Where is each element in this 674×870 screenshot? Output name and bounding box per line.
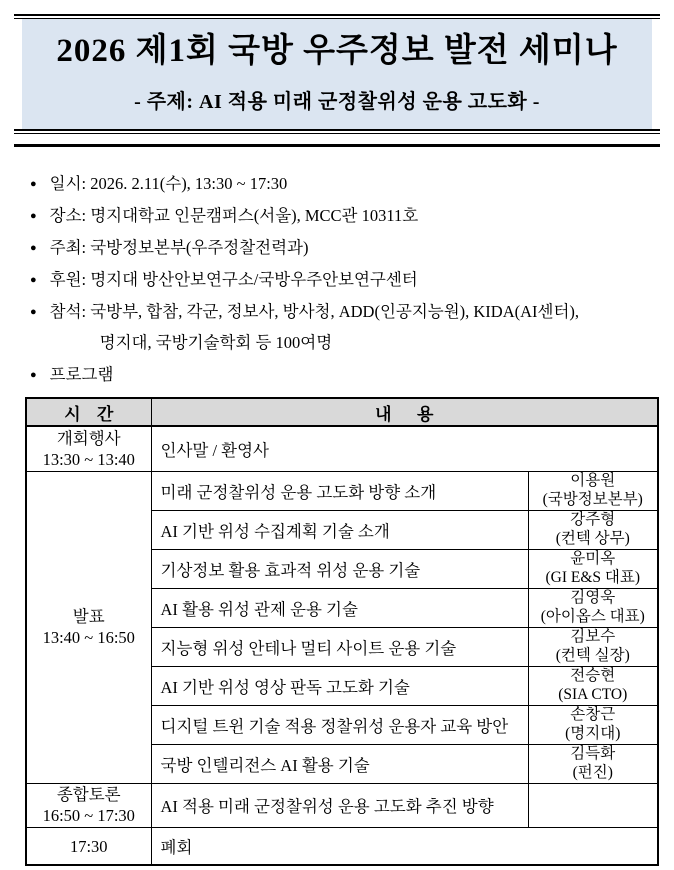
opening-time-cell (26, 426, 151, 471)
separator-rule (14, 144, 660, 147)
discussion-title: 종합토론 (56, 785, 121, 805)
topic-cell: 디지털 트윈 기술 적용 정찰위성 운용자 교육 방안 (151, 705, 528, 744)
topic-cell: 기상정보 활용 효과적 위성 운용 기술 (151, 549, 528, 588)
info-item-program-text: 프로그램 (49, 365, 114, 385)
info-item-attendees-text (50, 302, 660, 353)
attendees-line2: 명지대, 국방기술학회 등 100여명 (99, 333, 333, 353)
info-item-sponsor-text: 후원: 명지대 방산안보연구소/국방우주안보연구센터 (49, 269, 418, 289)
presentation-time-cell (26, 471, 151, 783)
opening-title: 개회행사 (56, 428, 121, 448)
info-item-host-text: 주최: 국방정보본부(우주정찰전력과) (49, 237, 309, 257)
speaker-cell (528, 627, 658, 666)
attendees-line1: 참석: 국방부, 합참, 각군, 정보사, 방사청, ADD(인공지능원), KIDA(AI센터), (49, 302, 580, 322)
info-item-attendees (30, 302, 660, 353)
discussion-content-cell: AI 적용 미래 군정찰위성 운용 고도화 추진 방향 (151, 783, 528, 827)
table-header-row (26, 398, 658, 426)
speaker-name: 윤미옥 (570, 550, 616, 568)
bullet-icon: ● (30, 369, 37, 382)
seminar-subtitle: - 주제: AI 적용 미래 군정찰위성 운용 고도화 - (134, 90, 540, 113)
topic-cell: 국방 인텔리전스 AI 활용 기술 (151, 744, 528, 783)
info-item-sponsor (30, 270, 660, 290)
speaker-org: (컨텍 실장) (555, 646, 630, 664)
info-list (30, 174, 660, 386)
seminar-title: 2026 제1회 국방 우주정보 발전 세미나 (56, 33, 618, 69)
speaker-org: (SIA CTO) (558, 685, 628, 703)
speaker-org: (펀진) (572, 763, 613, 781)
table-row-discussion (26, 783, 658, 827)
bullet-icon: ● (30, 177, 37, 190)
table-row-closing (26, 827, 658, 865)
speaker-org: (아이옵스 대표) (540, 607, 645, 625)
opening-range: 13:30 ~ 13:40 (42, 450, 135, 470)
speaker-cell (528, 744, 658, 783)
speaker-cell (528, 510, 658, 549)
speaker-name: 전승현 (570, 667, 616, 685)
column-header-content: 내 용 (151, 398, 658, 426)
title-block (14, 14, 660, 147)
bullet-icon: ● (30, 273, 37, 286)
info-item-date-text: 일시: 2026. 2.11(수), 13:30 ~ 17:30 (49, 173, 288, 193)
program-table (25, 397, 659, 866)
info-item-venue (30, 206, 660, 226)
presentation-range: 13:40 ~ 16:50 (42, 628, 135, 648)
closing-time-cell: 17:30 (26, 827, 151, 865)
info-item-program (30, 365, 660, 385)
table-row-presentation-1 (26, 471, 658, 510)
speaker-name: 강주형 (570, 511, 616, 529)
speaker-name: 이용원 (570, 472, 616, 490)
speaker-cell (528, 666, 658, 705)
speaker-cell (528, 471, 658, 510)
speaker-cell (528, 705, 658, 744)
speaker-cell (528, 549, 658, 588)
discussion-time-cell (26, 783, 151, 827)
topic-cell: AI 기반 위성 영상 판독 고도화 기술 (151, 666, 528, 705)
speaker-cell (528, 588, 658, 627)
topic-cell: AI 기반 위성 수집계획 기술 소개 (151, 510, 528, 549)
bullet-icon: ● (30, 209, 37, 222)
column-header-time: 시 간 (26, 398, 151, 426)
info-item-host (30, 238, 660, 258)
topic-cell: 미래 군정찰위성 운용 고도화 방향 소개 (151, 471, 528, 510)
speaker-org: (GI E&S 대표) (545, 568, 641, 586)
closing-content-cell: 폐회 (151, 827, 658, 865)
topic-cell: 지능형 위성 안테나 멀티 사이트 운용 기술 (151, 627, 528, 666)
bullet-icon: ● (30, 241, 37, 254)
bullet-icon: ● (30, 306, 37, 319)
info-item-venue-text: 장소: 명지대학교 인문캠퍼스(서울), MCC관 10311호 (49, 205, 419, 225)
bottom-double-rule (14, 129, 660, 134)
speaker-name: 김영욱 (570, 589, 616, 607)
info-item-date (30, 174, 660, 194)
speaker-org: (컨텍 상무) (555, 529, 630, 547)
discussion-speaker-cell (528, 783, 658, 827)
speaker-name: 손창근 (570, 706, 616, 724)
speaker-name: 김득화 (570, 745, 616, 763)
table-row-opening (26, 426, 658, 471)
topic-cell: AI 활용 위성 관제 운용 기술 (151, 588, 528, 627)
opening-content-cell: 인사말 / 환영사 (151, 426, 658, 471)
speaker-name: 김보수 (570, 628, 616, 646)
speaker-org: (명지대) (565, 724, 621, 742)
presentation-title: 발표 (72, 607, 105, 627)
speaker-org: (국방정보본부) (542, 490, 643, 508)
seminar-title-box (22, 19, 652, 129)
discussion-range: 16:50 ~ 17:30 (42, 806, 135, 826)
